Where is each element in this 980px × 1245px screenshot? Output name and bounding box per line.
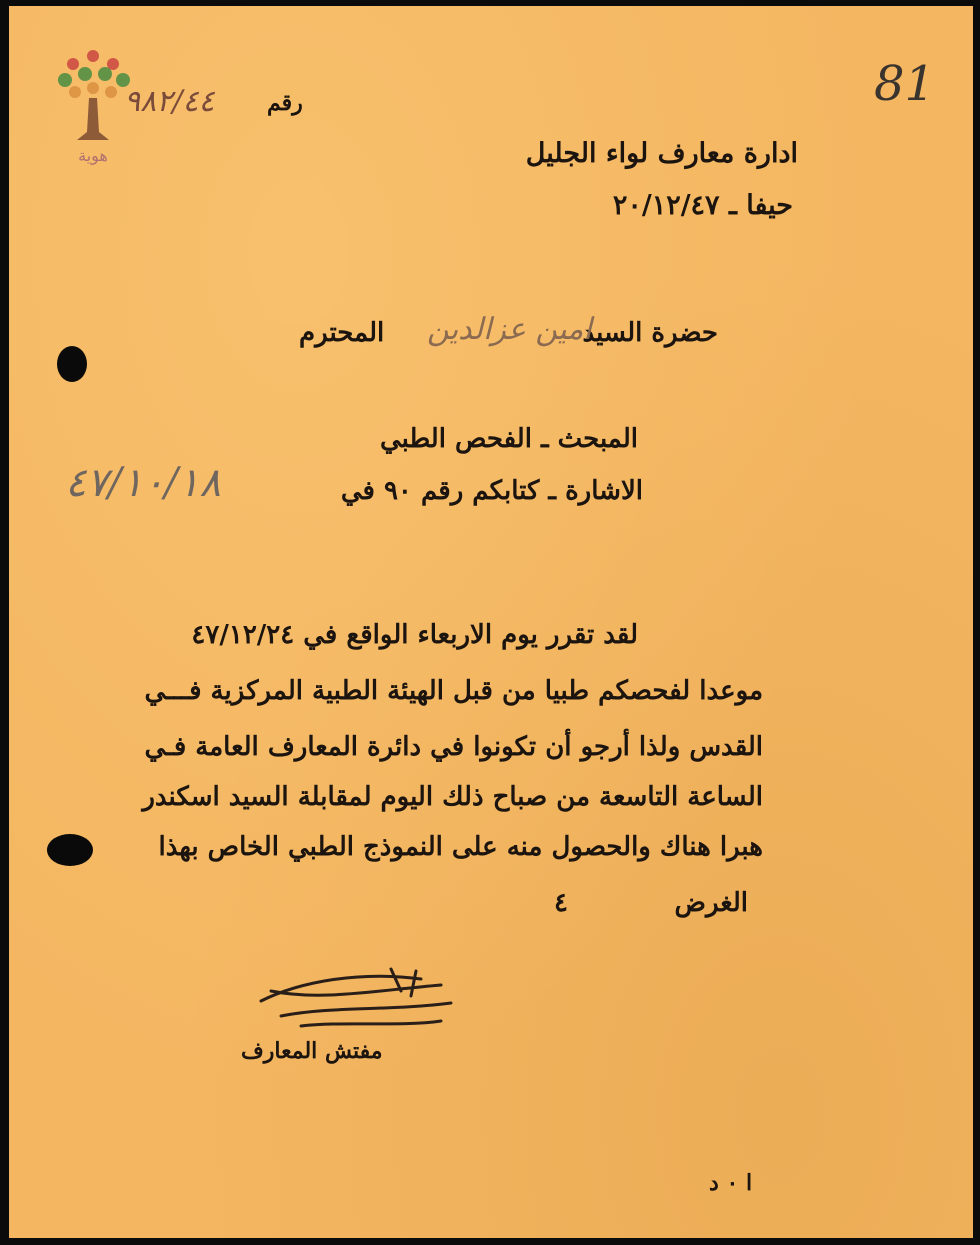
body-line-2: موعدا لفحصكم طبيا من قبل الهيئة الطبية المركزية فـــي: [144, 676, 763, 706]
place-date: حيفا ـ ٢٠/١٢/٤٧: [612, 190, 793, 221]
punch-hole: [47, 834, 93, 866]
body-line-3: القدس ولذا أرجو أن تكونوا في دائرة المعارف العامة فـي: [144, 732, 763, 762]
subject-line: المبحث ـ الفحص الطبي: [379, 424, 638, 454]
signatory-title: مفتش المعارف: [241, 1038, 383, 1064]
signature: [241, 961, 481, 1041]
footer-code: ا ٠ د: [709, 1170, 753, 1196]
punch-hole: [57, 346, 87, 382]
body-line-1: لقد تقرر يوم الاربعاء الواقع في ٤٧/١٢/٢٤: [191, 620, 638, 650]
honorific: المحترم: [299, 318, 385, 348]
body-line-6: الغرض: [674, 888, 748, 918]
department-heading: ادارة معارف لواء الجليل: [525, 138, 798, 169]
recipient-name-handwritten: امين عزالدين: [427, 312, 592, 347]
page-number: 81: [874, 56, 936, 112]
body-line-4: الساعة التاسعة من صباح ذلك اليوم لمقابلة السيد اسكندر: [142, 782, 763, 812]
body-end-mark: ٤: [554, 888, 568, 918]
body-line-5: هبرا هناك والحصول منه على النموذج الطبي الخاص بهذا: [158, 832, 763, 862]
reference-label: رقم: [267, 90, 303, 116]
salutation-prefix: حضرة السيد: [582, 318, 718, 348]
reference-number-handwritten: ٩٨٢/٤٤: [124, 84, 215, 119]
document-page: [9, 6, 973, 1238]
archive-logo-text: هوية: [78, 146, 108, 165]
reference-date-handwritten: ٤٧/١٠/١٨: [65, 460, 221, 506]
reference-line: الاشارة ـ كتابكم رقم ٩٠ في: [340, 476, 643, 506]
